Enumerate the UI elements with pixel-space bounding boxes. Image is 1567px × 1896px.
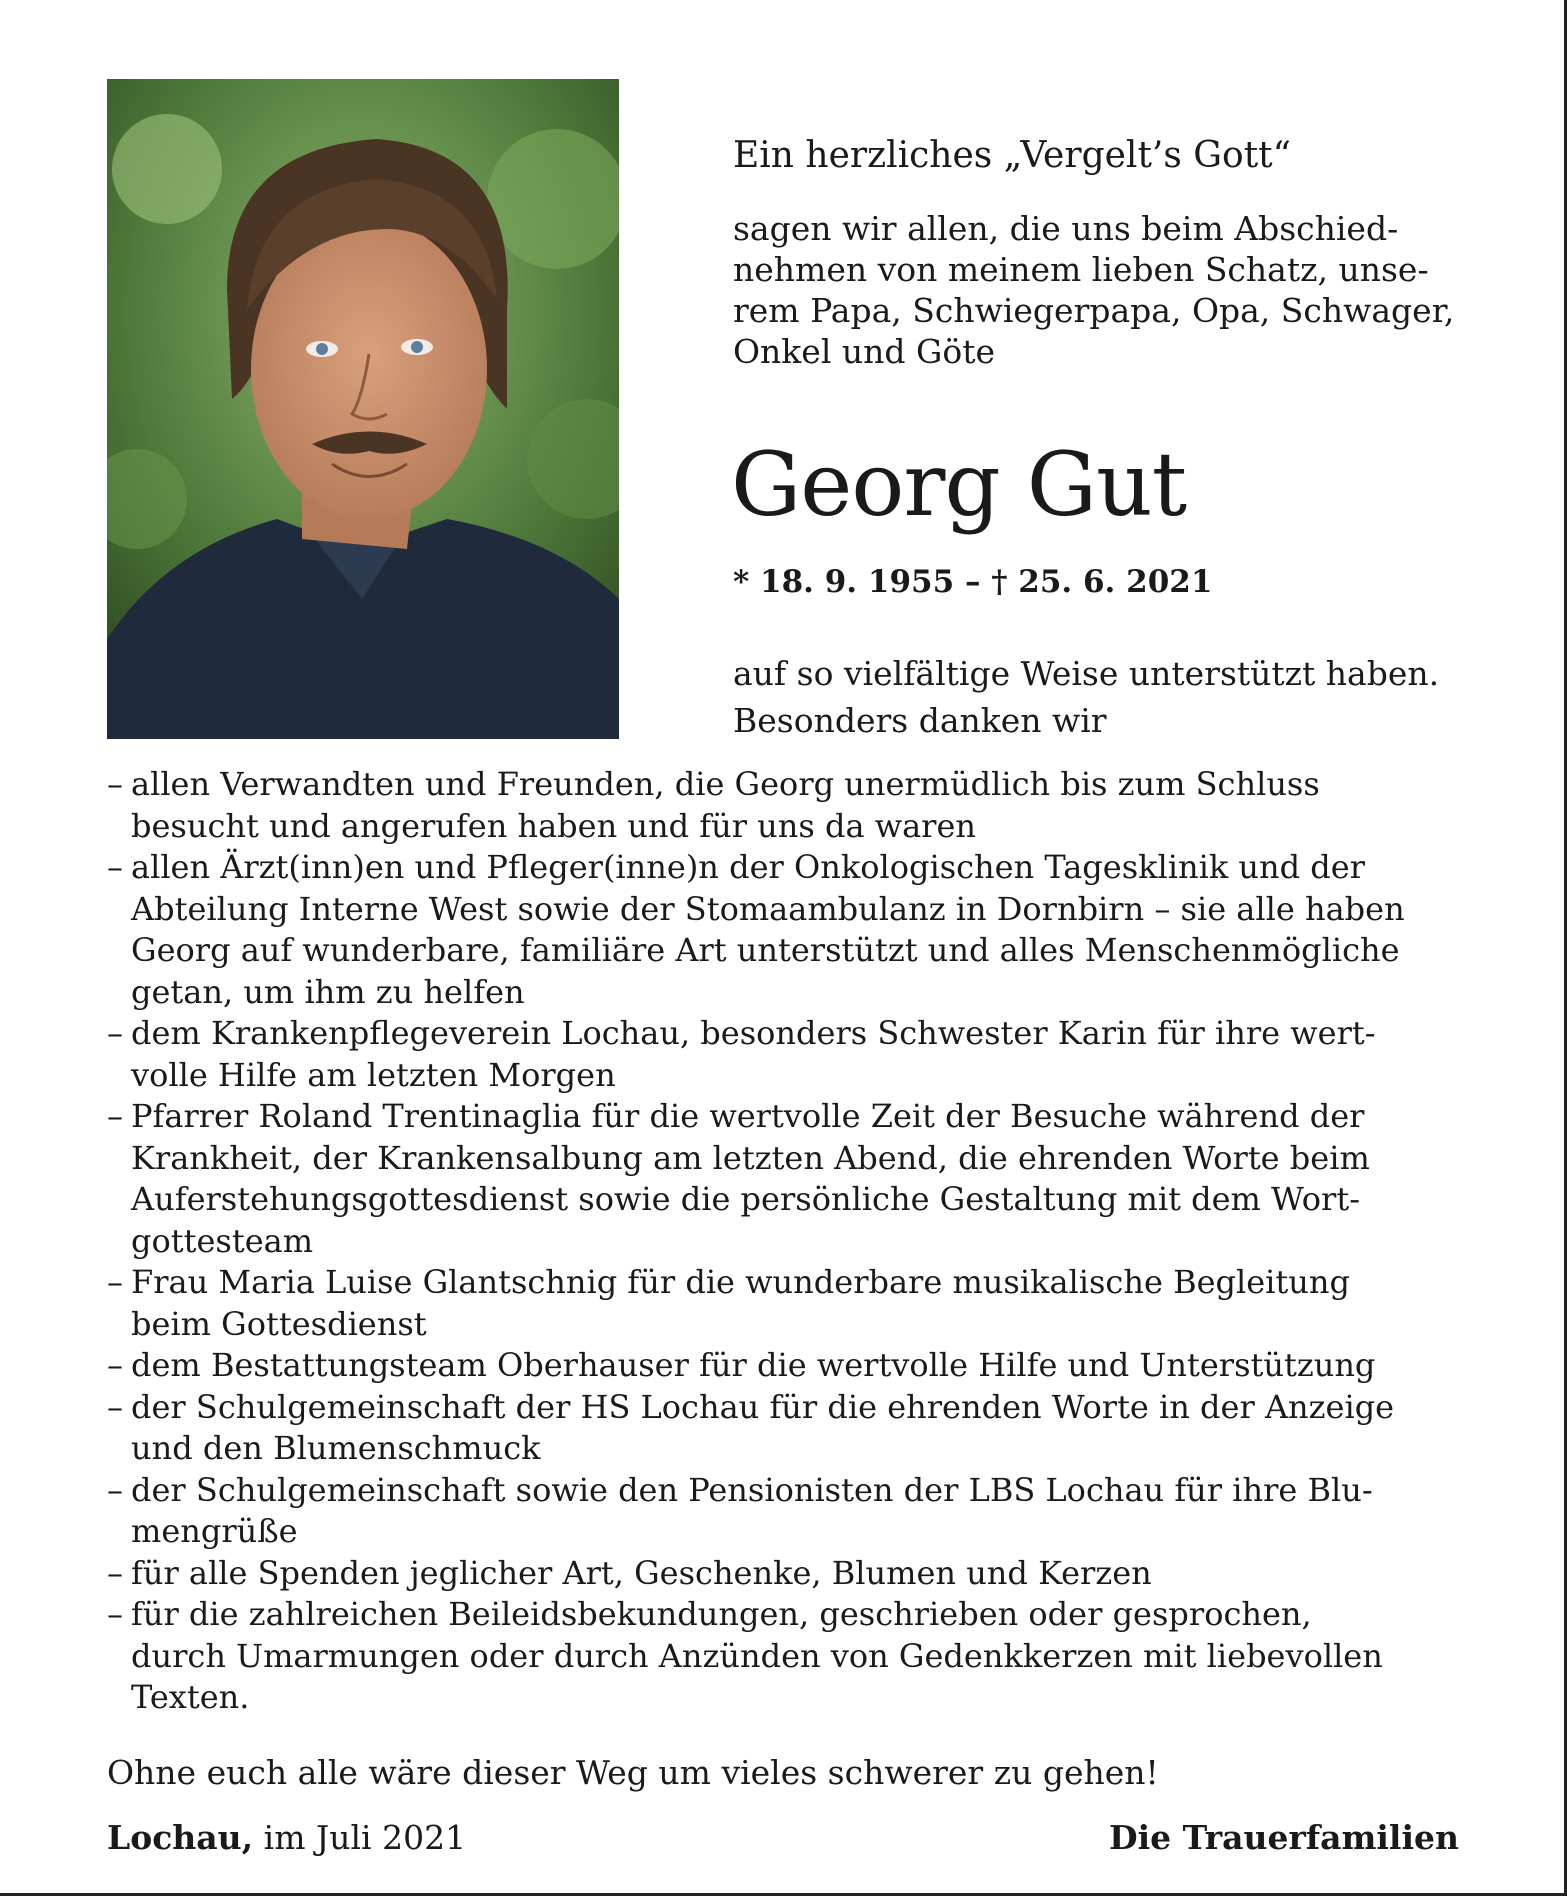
list-item-text: der Schulgemeinschaft der HS Lochau für die ehrenden Worte in der Anzeige und den Blumenschmuck — [131, 1387, 1395, 1467]
list-item-text: der Schulgemeinschaft sowie den Pensionisten der LBS Lochau für ihre Blu- mengrüße — [131, 1470, 1373, 1550]
thanks-list — [107, 764, 1459, 1719]
list-item — [107, 1387, 1459, 1470]
dash: – — [107, 1263, 123, 1301]
thanks-intro: Besonders danken wir — [733, 701, 1107, 740]
list-item — [107, 1553, 1459, 1595]
list-item — [107, 1096, 1459, 1262]
dash: – — [107, 1553, 123, 1592]
support-text — [733, 650, 1493, 744]
list-item — [107, 1262, 1459, 1345]
dash: – — [107, 765, 123, 803]
list-item — [107, 1594, 1459, 1719]
deceased-name: Georg Gut — [731, 433, 1187, 536]
dash: – — [107, 1387, 123, 1426]
list-item-text: allen Ärzt(inn)en und Pfleger(inne)n der Onkologischen Tagesklinik und der Abteilung Interne West sowie der Stomaambulanz in Dornbirn – sie alle haben Georg auf wunderbare, familiäre Art unterstützt und alles Menschenmögliche getan, um ihm zu helfen — [131, 848, 1405, 1011]
thanks-heading: Ein herzliches „Vergelt’s Gott“ — [733, 135, 1292, 176]
list-item-text: Frau Maria Luise Glantschnig für die wunderbare musikalische Begleitung beim Gottesdienst — [131, 1263, 1350, 1343]
list-item-text: allen Verwandten und Freunden, die Georg unermüdlich bis zum Schluss besucht und angerufen haben und für uns da waren — [131, 765, 1320, 845]
date: im Juli 2021 — [253, 1818, 467, 1857]
support-line: auf so vielfältige Weise unterstützt haben. — [733, 654, 1440, 693]
dash: – — [107, 1014, 123, 1052]
list-item-text: Pfarrer Roland Trentinaglia für die wertvolle Zeit der Besuche während der Krankheit, der Krankensalbung am letzten Abend, die ehrenden Worte beim Auferstehungsgottesdienst sowie die persönliche Gestaltung mit dem Wort- gottesteam — [131, 1097, 1370, 1260]
dash: – — [107, 1097, 123, 1135]
list-item — [107, 1470, 1459, 1553]
dash: – — [107, 1470, 123, 1509]
signoff — [107, 1816, 1459, 1860]
list-item — [107, 1345, 1459, 1387]
dash: – — [107, 848, 123, 886]
life-dates: * 18. 9. 1955 – † 25. 6. 2021 — [733, 564, 1213, 600]
dash: – — [107, 1346, 123, 1384]
list-item-text: dem Krankenpflegeverein Lochau, besonders Schwester Karin für ihre wert- volle Hilfe am letzten Morgen — [131, 1014, 1376, 1094]
list-item — [107, 1013, 1459, 1096]
closing-line: Ohne euch alle wäre dieser Weg um vieles schwerer zu gehen! — [107, 1753, 1159, 1792]
list-item-text: für die zahlreichen Beileidsbekundungen, geschrieben oder gesprochen, durch Umarmungen oder durch Anzünden von Gedenkkerzen mit liebevollen Texten. — [131, 1595, 1383, 1716]
list-item-text: dem Bestattungsteam Oberhauser für die wertvolle Hilfe und Unterstützung — [131, 1346, 1376, 1384]
list-item-text: für alle Spenden jeglicher Art, Geschenke, Blumen und Kerzen — [131, 1553, 1152, 1592]
signature-family: Die Trauerfamilien — [1108, 1818, 1459, 1857]
list-item — [107, 764, 1459, 847]
list-item — [107, 847, 1459, 1013]
place: Lochau, — [107, 1818, 254, 1857]
dash: – — [107, 1595, 123, 1633]
portrait-photo — [107, 79, 619, 739]
intro-text: sagen wir allen, die uns beim Abschied- nehmen von meinem lieben Schatz, unse- rem Papa, Schwiegerpapa, Opa, Schwager, Onkel und Göte — [733, 209, 1455, 371]
